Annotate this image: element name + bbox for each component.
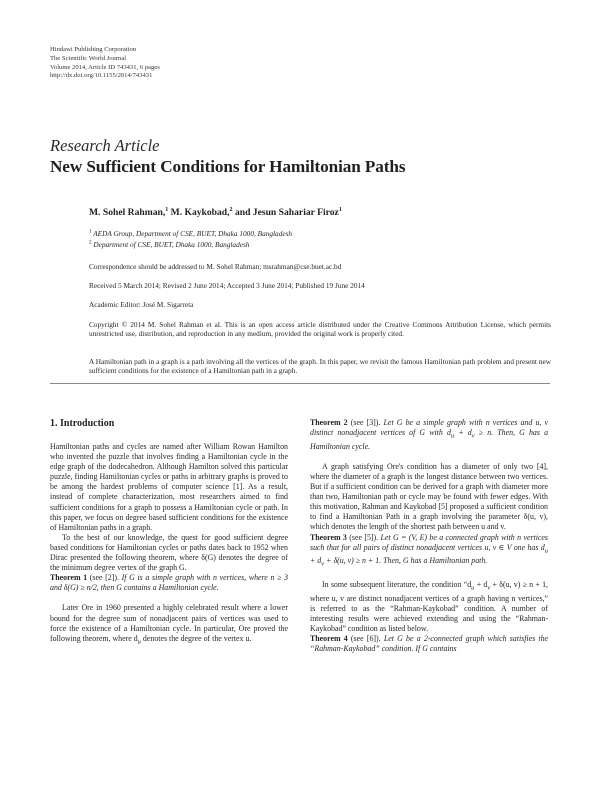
theorem-statement: + d bbox=[454, 428, 472, 438]
article-type: Research Article bbox=[50, 136, 160, 155]
paragraph-text: Later Ore in 1960 presented a highly celebrated result where a lower bound for the degree sum of nonadjacent pairs of vertices was used to force the existence of a Hamiltonian cycle. In particular, Ore proved the following theorem, where d bbox=[50, 603, 288, 643]
doi-link[interactable]: http://dx.doi.org/10.1155/2014/743431 bbox=[50, 72, 153, 80]
affiliation-number: 2 bbox=[89, 240, 92, 246]
theorem-statement: Let G be a 2-connected graph which satisfies the “Rahman-Kaykobad” condition. If G contains bbox=[310, 634, 549, 654]
author-name: M. Sohel Rahman, bbox=[89, 207, 166, 218]
paragraph: Hamiltonian paths and cycles are named after William Rowan Hamilton who invented the puzzle that involves finding a Hamiltonian cycle in the edge graph of the dodecahedron. Although Hamilton solved this particular puzzle, finding Hamiltonian cycles or paths in arbitrary graphs is proved to be among the hardest problems of computer science [1]. As a result, instead of complete characterization, most researchers aimed to find sufficient conditions for a graph to possess a Hamiltonian cycle or path. In this paper, we focus on degree based sufficient conditions for the existence of Hamiltonian paths in a graph. bbox=[50, 442, 288, 532]
paper-title: New Sufficient Conditions for Hamiltonian Paths bbox=[50, 157, 406, 176]
abstract: A Hamiltonian path in a graph is a path involving all the vertices of the graph. In this paper, we revisit the famous Hamiltonian path problem and present new sufficient conditions for the existence of a Hamiltonian path in a graph. bbox=[89, 357, 551, 376]
publisher: Hindawi Publishing Corporation bbox=[50, 46, 137, 53]
affiliation-1 bbox=[89, 229, 292, 238]
affiliation-number: 1 bbox=[89, 229, 92, 235]
author-list bbox=[89, 207, 342, 218]
left-column bbox=[50, 418, 288, 647]
theorem-citation: (see [6]). bbox=[347, 634, 384, 643]
author-name: and Jesun Sahariar Firoz bbox=[232, 207, 339, 218]
affiliation-text: Department of CSE, BUET, Dhaka 1000, Bangladesh bbox=[91, 240, 250, 249]
paragraph bbox=[50, 603, 288, 647]
publication-dates: Received 5 March 2014; Revised 2 June 2014; Accepted 3 June 2014; Published 19 June 2014 bbox=[89, 281, 365, 290]
theorem-label: Theorem 4 bbox=[310, 634, 348, 643]
theorem-label: Theorem 3 bbox=[310, 532, 347, 542]
affiliation-marker: 1 bbox=[338, 206, 342, 213]
theorem-3 bbox=[310, 533, 548, 570]
math-subscript: v bbox=[471, 432, 475, 440]
theorem-2 bbox=[310, 418, 548, 452]
theorem-label: Theorem 1 bbox=[50, 573, 88, 583]
math-subscript: u bbox=[450, 432, 455, 440]
paragraph bbox=[310, 580, 548, 634]
math-subscript: v bbox=[321, 560, 325, 568]
affiliation-text: AEDA Group, Department of CSE, BUET, Dhaka 1000, Bangladesh bbox=[91, 229, 293, 238]
theorem-label: Theorem 2 bbox=[310, 418, 348, 427]
affiliation-marker: 2 bbox=[229, 206, 233, 213]
theorem-citation: (see [3]). bbox=[347, 418, 384, 427]
paragraph-text: denotes the degree of the vertex u. bbox=[140, 633, 252, 643]
publication-info bbox=[50, 46, 160, 81]
right-column bbox=[310, 418, 548, 654]
paragraph-text: + d bbox=[474, 579, 488, 589]
theorem-statement: Let G be a simple graph with n vertices and u, v distinct nonadjacent vertices of G with d bbox=[310, 418, 549, 438]
journal-name: The Scientific World Journal bbox=[50, 54, 127, 62]
correspondence: Correspondence should be addressed to M. Sohel Rahman; msrahman@cse.buet.ac.bd bbox=[89, 262, 342, 271]
theorem-1 bbox=[50, 573, 288, 593]
theorem-4 bbox=[310, 634, 548, 654]
theorem-statement: + d bbox=[310, 556, 322, 566]
math-subscript: u bbox=[137, 638, 141, 646]
theorem-statement: Let G = (V, E) be a connected graph with n vertices such that for all pairs of distinct nonadjacent vertices u, v ∈ V one has d bbox=[310, 532, 549, 552]
paragraph: To the best of our knowledge, the quest for good sufficient degree based conditions for Hamiltonian cycles or paths dates back to 1952 when Dirac presented the following theorem, where δ(G) denotes the degree of the minimum degree vertex of the graph G. bbox=[50, 532, 288, 573]
paragraph-text: + δ(u, v) ≥ n + 1, where u, v are distinct nonadjacent vertices of a graph having n vertices,” is referred to as the “Rahman-Kaykobad” condition. A number of interesting results were achieved extending and using the “Rahman-Kaykobad” condition as listed below. bbox=[310, 579, 548, 633]
paragraph: A graph satisfying Ore's condition has a diameter of only two [4], where the diameter of a graph is the longest distance between two vertices. But if a sufficient condition can be derived for a graph with diameter more than two, Hamiltonian path or cycle may be found with fewer edges. With this motivation, Rahman and Kaykobad [5] proposed a sufficient condition to find a Hamiltonian Path in a graph involving the parameter δ(u, v), which denotes the length of the shortest path between u and v. bbox=[310, 461, 548, 532]
section-divider bbox=[50, 383, 550, 384]
theorem-statement: If G is a simple graph with n vertices, where n ≥ 3 and δ(G) ≥ n/2, then G contains a Hamiltonian cycle. bbox=[50, 573, 289, 593]
math-subscript: v bbox=[487, 584, 491, 592]
theorem-citation: (see [2]). bbox=[87, 573, 122, 583]
affiliation-marker: 1 bbox=[165, 206, 169, 213]
academic-editor: Academic Editor: José M. Sigarreta bbox=[89, 300, 194, 309]
volume-info: Volume 2014, Article ID 743431, 6 pages bbox=[50, 63, 160, 71]
theorem-statement: ≥ n. Then, G has a Hamiltonian cycle. bbox=[310, 428, 549, 451]
math-subscript: u bbox=[471, 584, 475, 592]
section-heading: 1. Introduction bbox=[50, 418, 115, 429]
paragraph-text: In some subsequent literature, the condition “d bbox=[322, 579, 472, 589]
copyright-notice: Copyright © 2014 M. Sohel Rahman et al. This is an open access article distributed under the Creative Commons Attribution License, which permits unrestricted use, distribution, and reproduction in any medium, provided the original work is properly cited. bbox=[89, 320, 551, 339]
author-name: M. Kaykobad, bbox=[168, 207, 230, 218]
theorem-statement: + δ(u, v) ≥ n + 1. Then, G has a Hamiltonian path. bbox=[324, 556, 488, 566]
math-subscript: u bbox=[544, 547, 548, 555]
theorem-citation: (see [5]). bbox=[346, 532, 381, 542]
affiliation-2 bbox=[89, 240, 249, 249]
